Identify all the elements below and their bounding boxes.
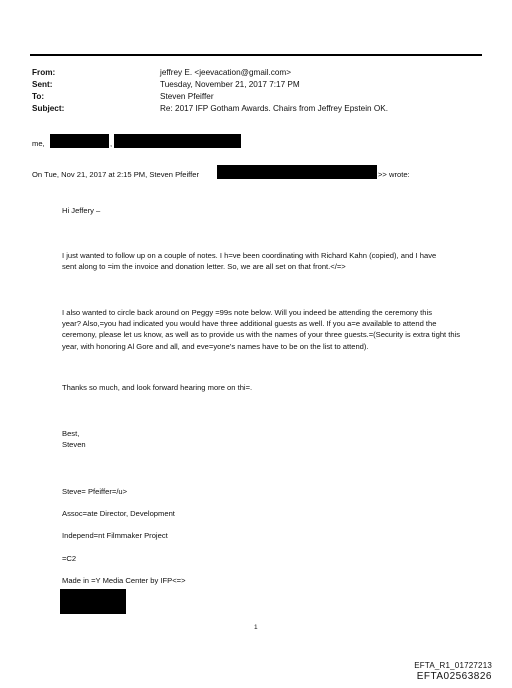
recipient-line: me, (32, 139, 45, 148)
signature-title: Assoc=ate Director, Development (62, 509, 175, 518)
signature-org: Independ=nt Filmmaker Project (62, 531, 168, 540)
paragraph-line: year, with honoring Al Gore and all, and eve=yone’s names have to be on the list to attend). (62, 341, 369, 351)
paragraph-line: I also wanted to circle back around on Peggy =99s note below. Will you indeed be attending the ceremony this (62, 308, 433, 317)
from-value: jeffrey E. <jeevacation@gmail.com> (160, 68, 292, 77)
redaction-box (50, 134, 109, 148)
paragraph-line: sent along to =im the invoice and donation letter. So, we are all set on that front.</=> (62, 262, 346, 272)
quote-intro-end: >> wrote: (378, 170, 410, 179)
subject-value: Re: 2017 IFP Gotham Awards. Chairs from Jeffrey Epstein OK. (160, 104, 388, 113)
to-label: To: (32, 92, 45, 101)
sent-label: Sent: (32, 80, 53, 89)
page-number: 1 (254, 624, 258, 631)
bates-number-small: EFTA_R1_01727213 (414, 661, 492, 670)
paragraph-ceremony (62, 307, 482, 352)
redaction-box (217, 165, 377, 179)
to-value: Steven Pfeiffer (160, 92, 214, 101)
signature-made-in: Made in =Y Media Center by IFP<=> (62, 576, 186, 585)
bates-number-large: EFTA02563826 (416, 671, 492, 682)
redaction-box (114, 134, 241, 148)
paragraph-line: year? Also,=you had indicated you would have three additional guests as well. If you a=e available to attend the (62, 319, 437, 329)
greeting: Hi Jeffery – (62, 206, 101, 215)
paragraph-line: I just wanted to follow up on a couple of notes. I h=ve been coordinating with Richard Kahn (copied), and I have (62, 251, 437, 260)
paragraph-line: ceremony, please let us know, as well as to provide us with the names of your three guests.=(Security is extra tight this (62, 330, 461, 340)
sent-value: Tuesday, November 21, 2017 7:17 PM (160, 80, 300, 89)
signature-name: Steve= Pfeiffer=/u> (62, 487, 128, 496)
subject-label: Subject: (32, 104, 65, 113)
signature-code: =C2 (62, 554, 77, 563)
closing-name: Steven (62, 440, 86, 449)
recipient-comma: , (110, 139, 113, 148)
closing: Best, (62, 429, 80, 438)
paragraph-invoice (62, 250, 482, 272)
from-label: From: (32, 68, 56, 77)
redaction-box (60, 589, 126, 614)
quote-intro: On Tue, Nov 21, 2017 at 2:15 PM, Steven Pfeiffer (32, 170, 200, 179)
header-divider (30, 54, 482, 56)
thanks-line: Thanks so much, and look forward hearing more on thi=. (62, 383, 253, 392)
